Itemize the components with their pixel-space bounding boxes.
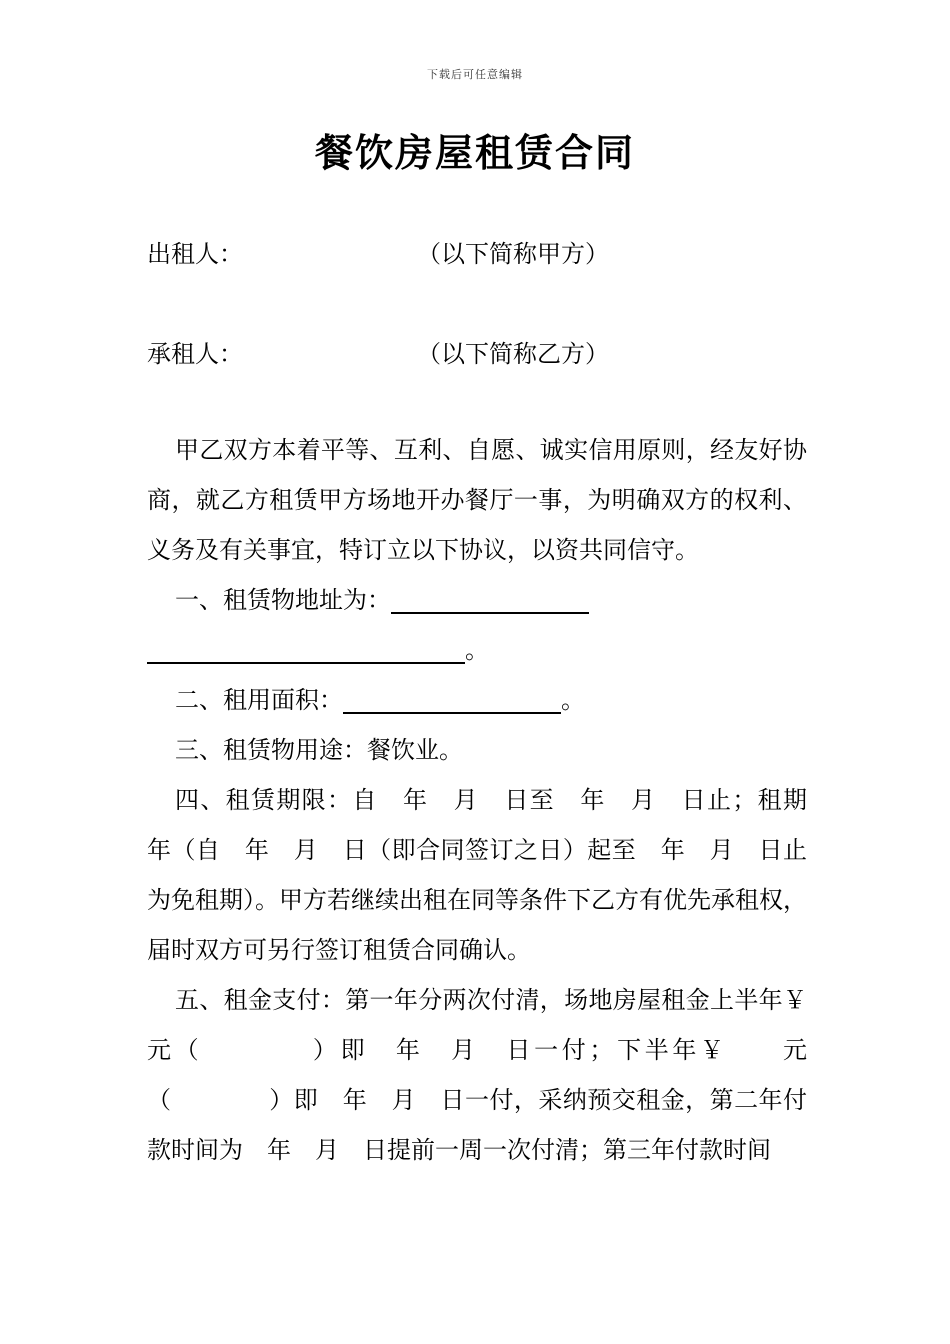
clause-2	[147, 675, 807, 725]
header-note: 下载后可任意编辑	[427, 68, 523, 81]
lessee-label: 承租人：	[147, 340, 243, 368]
area-blank-line	[343, 682, 561, 714]
clause-1-label: 一、租赁物地址为：	[175, 586, 391, 614]
intro-paragraph: 甲乙双方本着平等、互利、自愿、诚实信用原则，经友好协商，就乙方租赁甲方场地开办餐厅一事，为明确双方的权利、义务及有关事宜，特订立以下协议，以资共同信守。	[147, 436, 807, 564]
lessee-line	[147, 334, 609, 369]
contract-body	[147, 425, 855, 1175]
address-blank-line	[391, 582, 589, 614]
clause-1-end: 。	[465, 636, 489, 664]
clause-1-continuation	[147, 625, 807, 675]
clause-4: 四、租赁期限：自 年 月 日至 年 月 日止；租期 年（自 年 月 日（即合同签订之日）起至 年 月 日止为免租期）。甲方若继续出租在同等条件下乙方有优先承租权，届时双方可另行签订租赁合同确认。	[147, 786, 831, 964]
clause-3: 三、租赁物用途：餐饮业。	[175, 736, 463, 764]
document-title: 餐饮房屋租赁合同	[314, 130, 635, 175]
clause-2-end: 。	[561, 686, 585, 714]
lessee-alias: （以下简称乙方）	[417, 340, 609, 368]
clause-1	[147, 575, 807, 625]
address-blank-line-2	[147, 632, 465, 664]
clause-5: 五、租金支付：第一年分两次付清，场地房屋租金上半年￥ 元（ ）即 年 月 日一付；下半年￥ 元（ ）即 年 月 日一付，采纳预交租金，第二年付款时间为 年 月 日提前一周一次付清；第三年付款时间	[147, 986, 855, 1164]
clause-2-label: 二、租用面积：	[175, 686, 343, 714]
lessor-line	[147, 234, 609, 269]
lessor-label: 出租人：	[147, 240, 243, 268]
lessor-alias: （以下简称甲方）	[417, 240, 609, 268]
